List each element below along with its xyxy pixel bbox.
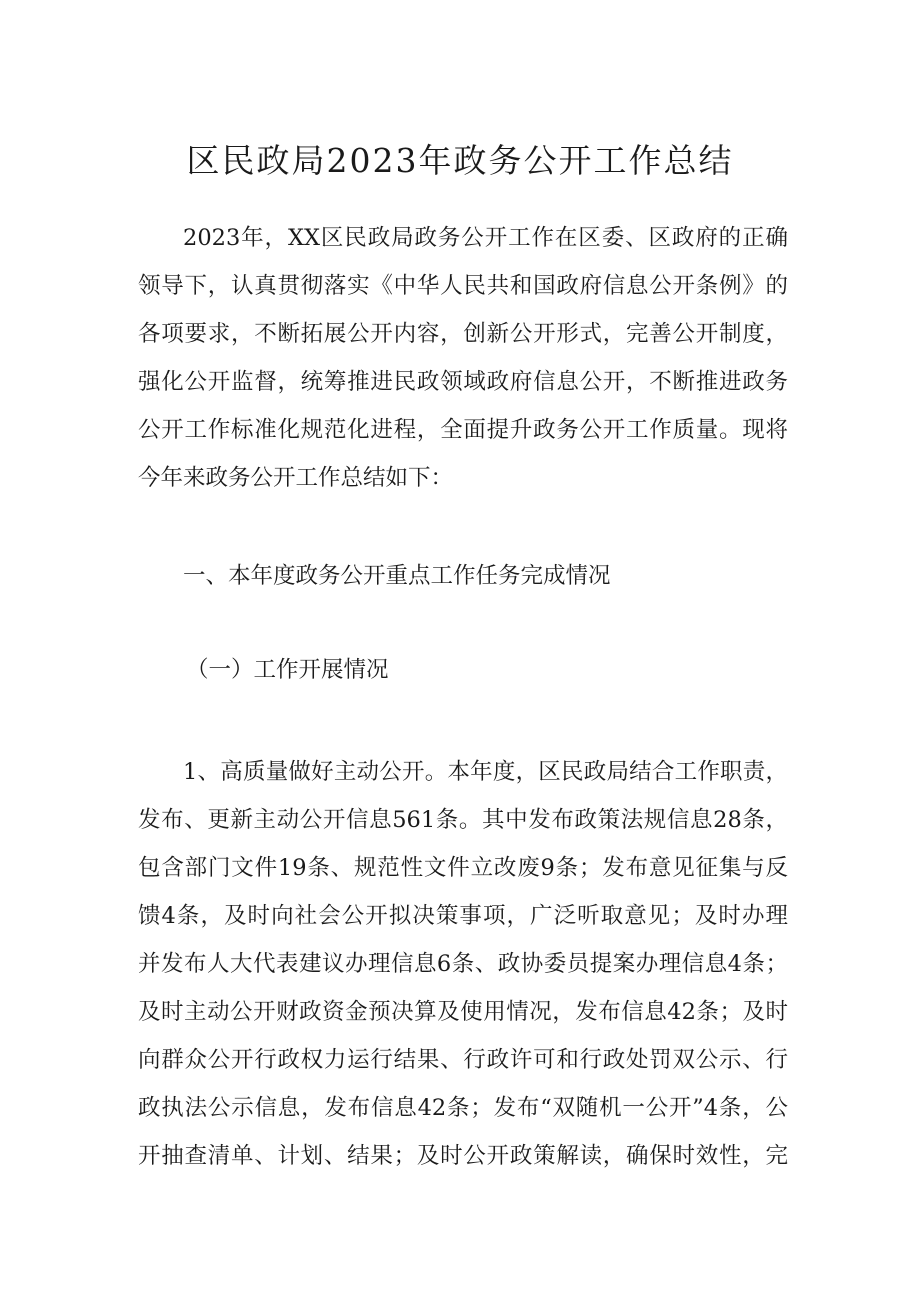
intro-line-6: 今年来政务公开工作总结如下： <box>138 465 454 491</box>
item1-line-2: 发布、更新主动公开信息561条。其中发布政策法规信息28条， <box>138 807 788 833</box>
document-title: 区民政局2023年政务公开工作总结 <box>186 141 734 180</box>
intro-line-2: 领导下，认真贯彻落实《中华人民共和国政府信息公开条例》的 <box>138 273 788 299</box>
item1-line-1: 1、高质量做好主动公开。本年度，区民政局结合工作职责， <box>183 759 788 785</box>
section-heading: 一、本年度政务公开重点工作任务完成情况 <box>183 563 611 589</box>
item1-line-7: 向群众公开行政权力运行结果、行政许可和行政处罚双公示、行 <box>138 1047 788 1073</box>
intro-line-1: 2023年，XX区民政局政务公开工作在区委、区政府的正确 <box>183 225 788 251</box>
intro-line-5: 公开工作标准化规范化进程，全面提升政务公开工作质量。现将 <box>138 417 788 443</box>
subsection-heading: （一）工作开展情况 <box>186 657 389 683</box>
intro-line-4: 强化公开监督，统筹推进民政领域政府信息公开，不断推进政务 <box>138 369 788 395</box>
item1-line-5: 并发布人大代表建议办理信息6条、政协委员提案办理信息4条； <box>138 951 788 977</box>
item1-line-4: 馈4条，及时向社会公开拟决策事项，广泛听取意见；及时办理 <box>138 903 788 929</box>
item1-line-8: 政执法公示信息，发布信息42条；发布“双随机一公开”4条，公 <box>138 1095 788 1121</box>
item1-line-9: 开抽查清单、计划、结果；及时公开政策解读，确保时效性，完 <box>138 1143 788 1169</box>
item1-line-3: 包含部门文件19条、规范性文件立改废9条；发布意见征集与反 <box>138 855 788 881</box>
intro-line-3: 各项要求，不断拓展公开内容，创新公开形式，完善公开制度， <box>138 321 788 347</box>
item1-line-6: 及时主动公开财政资金预决算及使用情况，发布信息42条；及时 <box>138 999 788 1025</box>
